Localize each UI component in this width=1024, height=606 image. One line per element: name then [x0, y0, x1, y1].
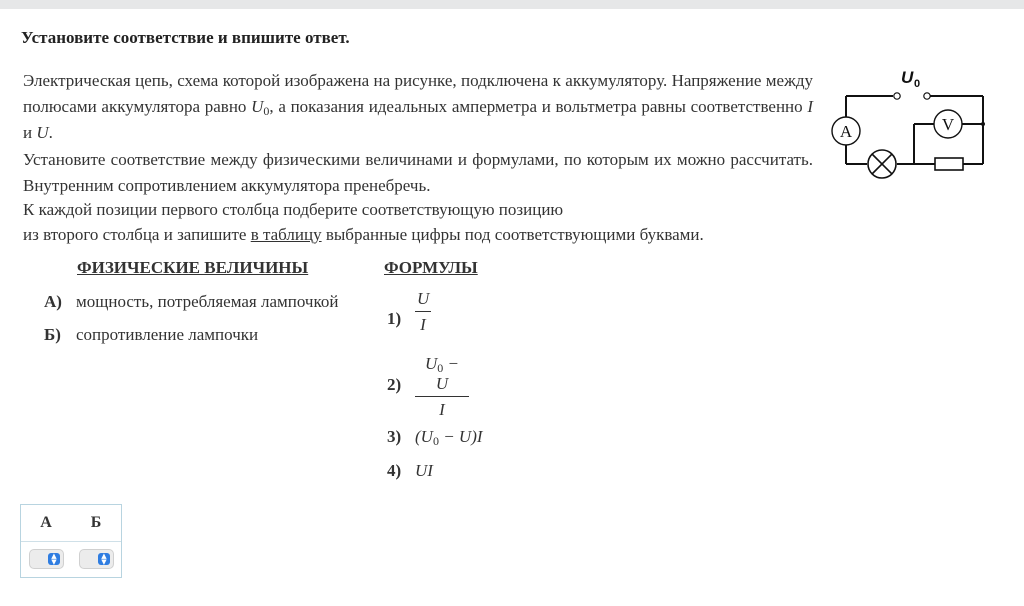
task-paragraph-1	[23, 68, 813, 146]
select-arrows-icon: ▲ ▼	[98, 553, 110, 565]
formula-3-label: 3)	[387, 427, 402, 446]
formula-4	[387, 461, 433, 481]
p1-current-symbol: I	[807, 97, 813, 116]
formula-1-denominator: I	[420, 315, 426, 334]
answer-header-b: Б	[90, 514, 102, 531]
p3-line-2	[23, 222, 813, 247]
answer-select-b[interactable]	[79, 549, 114, 569]
ammeter-label: A	[839, 122, 853, 141]
formula-2-numerator: $U_0 - U$	[415, 354, 469, 397]
formula-2-denominator: I	[439, 400, 445, 419]
p1-voltage-symbol: U	[251, 97, 264, 116]
p1-text-d: .	[48, 123, 53, 142]
quantity-b	[44, 325, 258, 345]
formula-4-expr: UI	[415, 461, 433, 480]
formula-1-label: 1)	[387, 309, 402, 328]
formula-3-subscript: 0	[432, 434, 439, 448]
answer-column-a	[21, 505, 71, 577]
p1-voltage-reading-symbol: U	[36, 123, 49, 142]
p3-text-a: из второго столбца и запишите	[23, 225, 251, 244]
top-bar	[0, 0, 1024, 9]
answer-header-a: А	[40, 514, 52, 531]
source-subscript: 0	[914, 78, 921, 90]
terminal-right	[924, 93, 930, 99]
answer-table	[20, 504, 122, 578]
voltmeter-label: V	[941, 115, 955, 134]
task-paragraph-3	[23, 197, 813, 247]
terminal-left	[894, 93, 900, 99]
quantity-a	[44, 292, 338, 312]
answer-column-b	[71, 505, 121, 577]
answer-select-a[interactable]	[29, 549, 64, 569]
formula-2-label: 2)	[387, 375, 402, 394]
quantity-a-text: мощность, потребляемая лампочкой	[76, 292, 339, 311]
formula-4-label: 4)	[387, 461, 402, 480]
p3-line-1: К каждой позиции первого столбца подберите соответствующую позицию	[23, 200, 564, 219]
quantity-b-label: Б)	[44, 325, 61, 344]
quantity-b-text: сопротивление лампочки	[76, 325, 259, 344]
select-arrows-icon: ▲ ▼	[48, 553, 60, 565]
formula-3	[387, 427, 483, 447]
p1-text-c: и	[23, 123, 37, 142]
formula-2	[415, 354, 469, 420]
junction-right	[981, 122, 985, 126]
p1-text-a: Электрическая цепь, схема которой изображена на рисунке, подключена к аккумулятору. Напряжение между полюсами аккумулятора равно	[23, 71, 813, 116]
circuit-diagram	[828, 66, 998, 186]
quantity-a-label: А)	[44, 292, 62, 311]
source-label: U	[901, 68, 914, 87]
answer-table-link[interactable]: в таблицу	[250, 225, 322, 244]
resistor	[935, 158, 963, 170]
p3-text-b: выбранные цифры под соответствующими буквами.	[321, 225, 704, 244]
formula-3-expr-b: − U)I	[438, 427, 483, 446]
formula-1-numerator: U	[415, 289, 431, 312]
task-title: Установите соответствие и впишите ответ.	[21, 28, 350, 47]
formula-1	[415, 289, 431, 335]
right-column-header: ФОРМУЛЫ	[384, 258, 478, 277]
p1-text-b: , а показания идеальных амперметра и вольтметра равны соответственно	[269, 97, 808, 116]
formula-3-expr-a: (U	[415, 427, 433, 446]
p1-voltage-subscript: 0	[263, 104, 270, 118]
task-paragraph-2: Установите соответствие между физическими величинами и формулами, по которым их можно рассчитать. Внутренним сопротивлением аккумулятора пренебречь.	[23, 150, 813, 195]
left-column-header: ФИЗИЧЕСКИЕ ВЕЛИЧИНЫ	[77, 258, 309, 277]
